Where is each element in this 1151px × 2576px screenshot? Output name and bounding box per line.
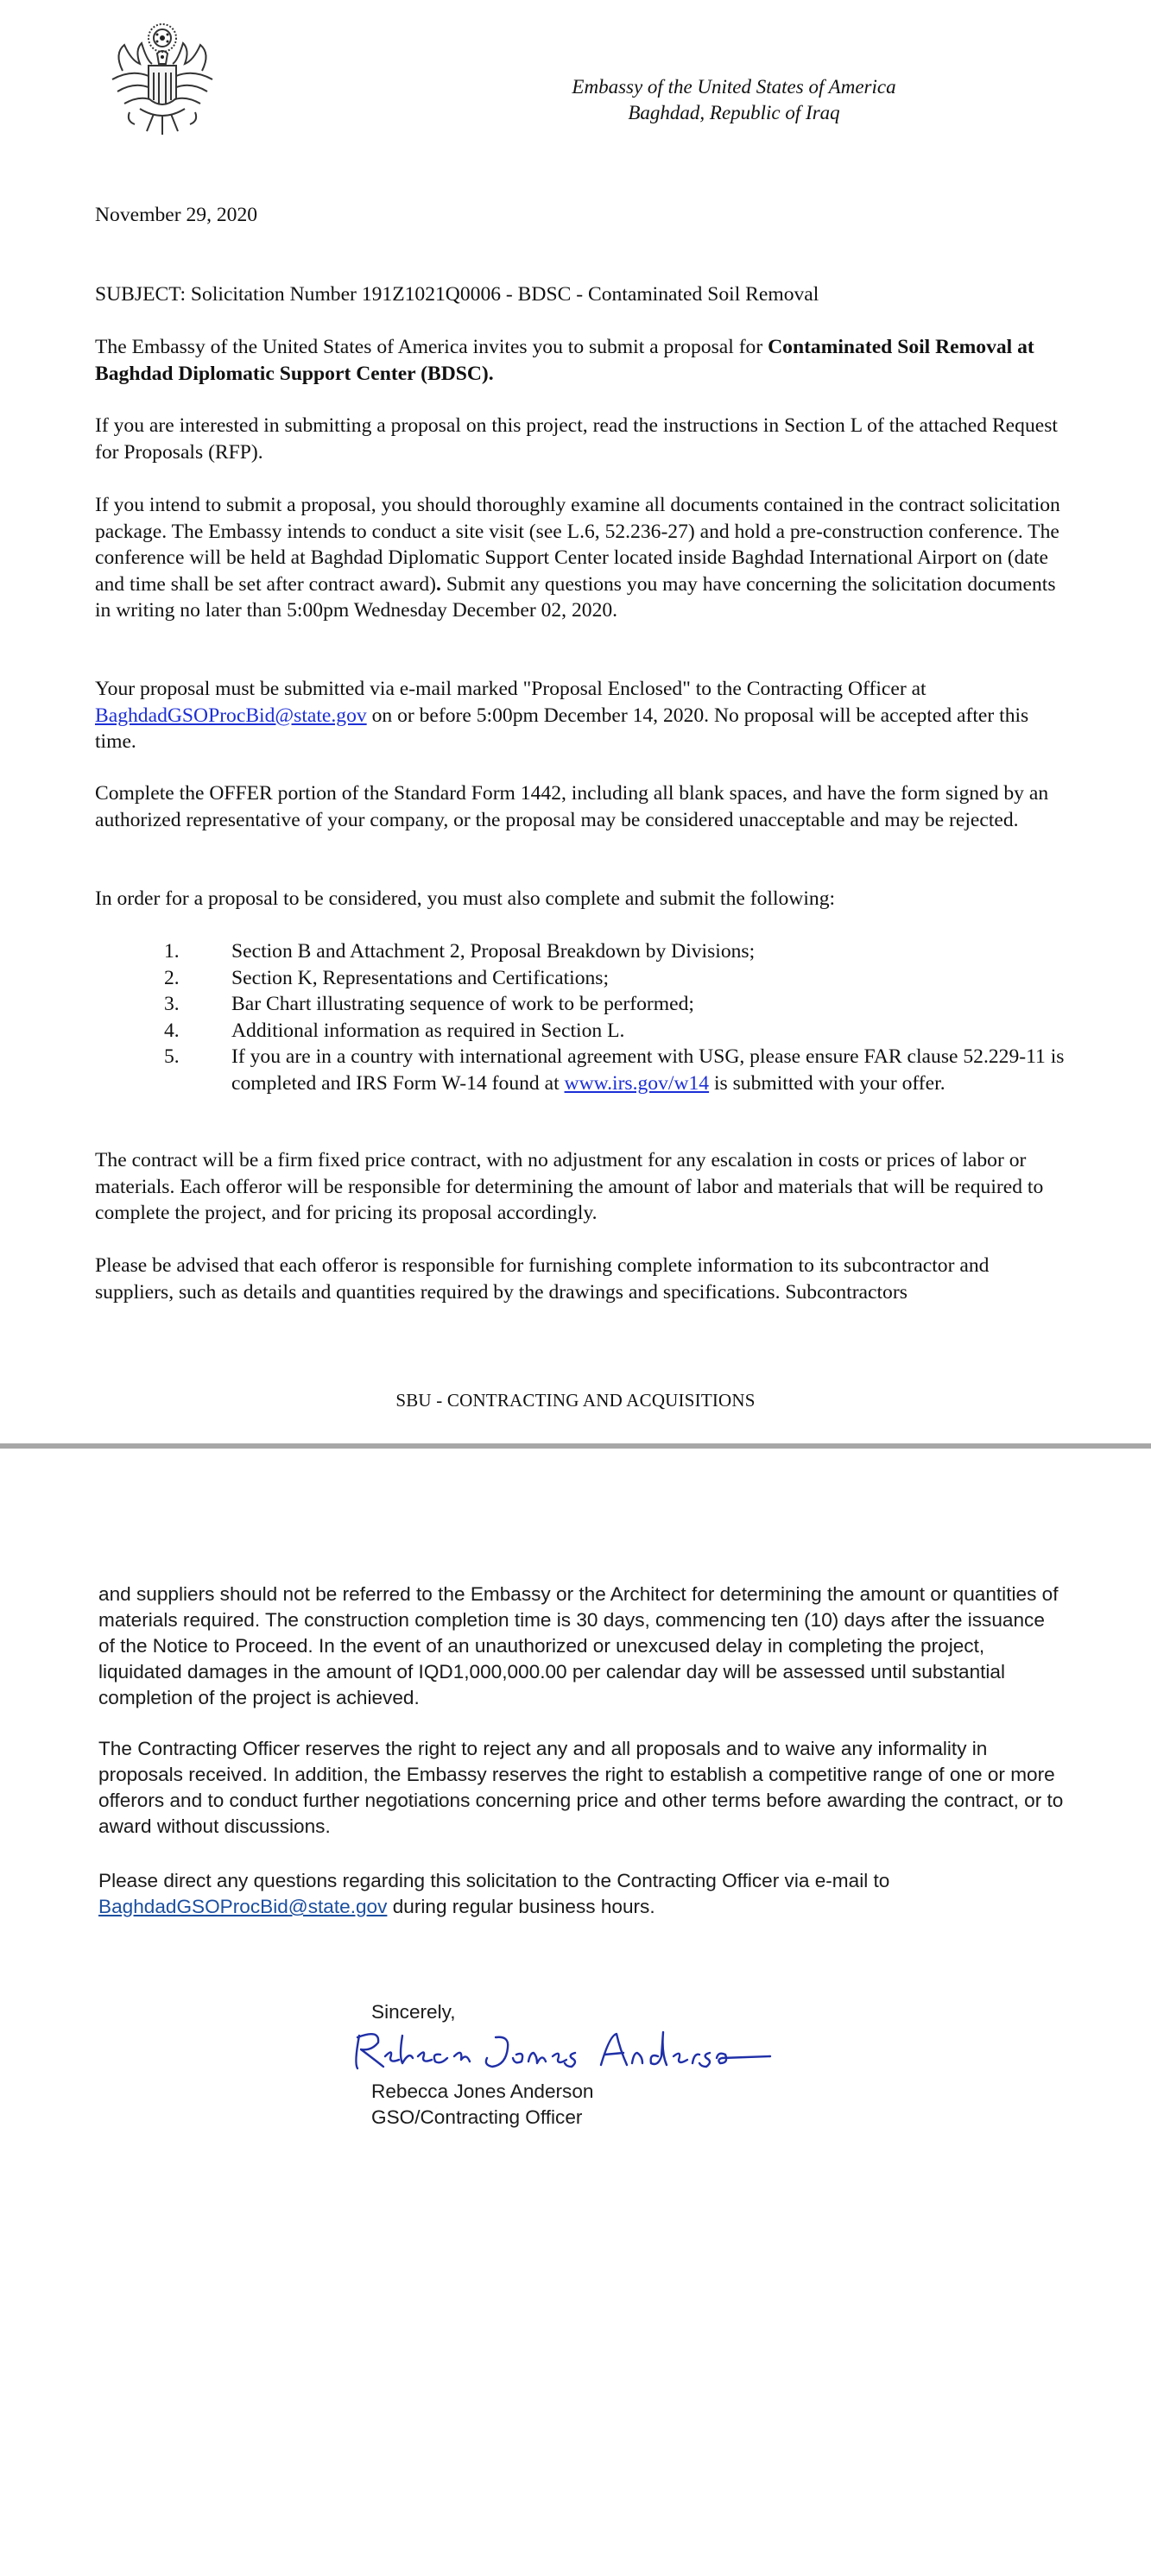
submission-text-1: Your proposal must be submitted via e-mail marked "Proposal Enclosed" to the Contracting Officer at bbox=[95, 678, 926, 700]
direct-text-1: Please direct any questions regarding this solicitation to the Contracting Officer via e-mail to bbox=[98, 1870, 890, 1891]
closing: Sincerely, bbox=[371, 2001, 456, 2023]
signer-name: Rebecca Jones Anderson bbox=[371, 2080, 594, 2102]
embassy-address bbox=[518, 74, 950, 126]
list-item-text-after: is submitted with your offer. bbox=[709, 1071, 945, 1095]
invitation-text: The Embassy of the United States of America invites you to submit a proposal for bbox=[95, 336, 768, 358]
paragraph-interest: If you are interested in submitting a proposal on this project, read the instructions in Section L of the attached Request for Proposals (RFP). bbox=[95, 414, 1058, 464]
paragraph-intend bbox=[95, 492, 1062, 624]
embassy-name: Embassy of the United States of America bbox=[572, 76, 896, 98]
intend-bold-period: . bbox=[436, 572, 441, 596]
paragraph-continuation: and suppliers should not be referred to the Embassy or the Architect for determining the amount or quantities of materials required. The construction completion time is 30 days, commencing ten (10) days after the issuance of the Notice to Proceed. In the event of an unauthorized or unexcused delay in completing the project, liquidated damages in the amount of IQD1,000,000.00 per calendar day will be assessed until substantial completion of the project is achieved. bbox=[98, 1583, 1059, 1708]
paragraph-reserves: The Contracting Officer reserves the right to reject any and all proposals and to waive any informality in proposals received. In addition, the Embassy reserves the right to establish a competitive range of one or more offerors and to conduct further negotiations concerning price and other terms before awarding the contract, or to award without discussions. bbox=[98, 1738, 1064, 1837]
submission-text-2: on or before 5:00pm December 14, 2020. No proposal will be accepted after this time. bbox=[95, 704, 1029, 753]
letter-date: November 29, 2020 bbox=[95, 204, 258, 226]
list-item bbox=[164, 938, 1071, 965]
paragraph-submission bbox=[95, 676, 1062, 755]
paragraph-direct-questions bbox=[98, 1868, 1066, 1920]
paragraph-offer: Complete the OFFER portion of the Standard Form 1442, including all blank spaces, and have the form signed by an authorized representative of your company, or the proposal may be considered unacceptable and may be rejected. bbox=[95, 782, 1049, 831]
list-item-text: Additional information as required in Section L. bbox=[231, 1019, 625, 1042]
list-item-text: Bar Chart illustrating sequence of work to be performed; bbox=[231, 993, 694, 1015]
list-number: 3. bbox=[164, 993, 180, 1015]
list-number: 4. bbox=[164, 1019, 180, 1042]
irs-w14-link[interactable]: www.irs.gov/w14 bbox=[564, 1071, 710, 1095]
list-number: 2. bbox=[164, 966, 180, 989]
list-number: 1. bbox=[164, 940, 180, 963]
requirements-list bbox=[164, 938, 1071, 1096]
subject-line: SUBJECT: Solicitation Number 191Z1021Q0006 - BDSC - Contaminated Soil Removal bbox=[95, 283, 819, 306]
list-item bbox=[164, 965, 1071, 992]
list-item-text: Section B and Attachment 2, Proposal Breakdown by Divisions; bbox=[231, 940, 756, 963]
project-title: Contaminated Soil Removal at Baghdad Diplomatic Support Center (BDSC). bbox=[95, 336, 1034, 385]
paragraph-requirements: In order for a proposal to be considered, you must also complete and submit the following: bbox=[95, 887, 836, 910]
list-item-text: If you are in a country with international agreement with USG, please ensure FAR clause 52.229-11 is completed and IRS Form W-14 found at bbox=[231, 1045, 1065, 1095]
email-link[interactable]: BaghdadGSOProcBid@state.gov bbox=[95, 704, 367, 727]
intend-text-2: Submit any questions you may have concerning the solicitation documents in writing no later than 5:00pm Wednesday December 02, 2020. bbox=[95, 572, 1056, 622]
list-number: 5. bbox=[164, 1045, 180, 1068]
paragraph-advised: Please be advised that each offeror is responsible for furnishing complete information to its subcontractor and suppliers, such as details and quantities required by the drawings and specifications. Subcontractors bbox=[95, 1254, 990, 1304]
direct-text-2: during regular business hours. bbox=[387, 1896, 655, 1917]
us-great-seal-icon bbox=[105, 19, 219, 140]
page-footer: SBU - CONTRACTING AND ACQUISITIONS bbox=[395, 1390, 756, 1411]
embassy-location: Baghdad, Republic of Iraq bbox=[628, 102, 840, 123]
paragraph-invitation bbox=[95, 334, 1062, 387]
list-item-text: Section K, Representations and Certifications; bbox=[231, 966, 610, 989]
signer-title: GSO/Contracting Officer bbox=[371, 2106, 583, 2128]
handwritten-signature bbox=[345, 2018, 777, 2079]
list-item bbox=[164, 1018, 1071, 1045]
paragraph-contract-type: The contract will be a firm fixed price contract, with no adjustment for any escalation in costs or prices of labor or materials. Each offeror will be responsible for determining the amount of labor and materials that will be required to complete the project, and for pricing its proposal accordingly. bbox=[95, 1149, 1044, 1224]
email-link[interactable]: BaghdadGSOProcBid@state.gov bbox=[98, 1896, 388, 1917]
intend-text-1: If you intend to submit a proposal, you should thoroughly examine all documents contained in the contract solicitation package. The Embassy intends to conduct a site visit (see L.6, 52.236-27) and hold a pre-construction conference. The conference will be held at Baghdad Diplomatic Support Center located inside Baghdad International Airport on (date and time shall be set after contract award) bbox=[95, 494, 1060, 596]
list-item bbox=[164, 1044, 1071, 1096]
list-item bbox=[164, 991, 1071, 1018]
letter-page-2 bbox=[0, 1449, 1151, 2576]
